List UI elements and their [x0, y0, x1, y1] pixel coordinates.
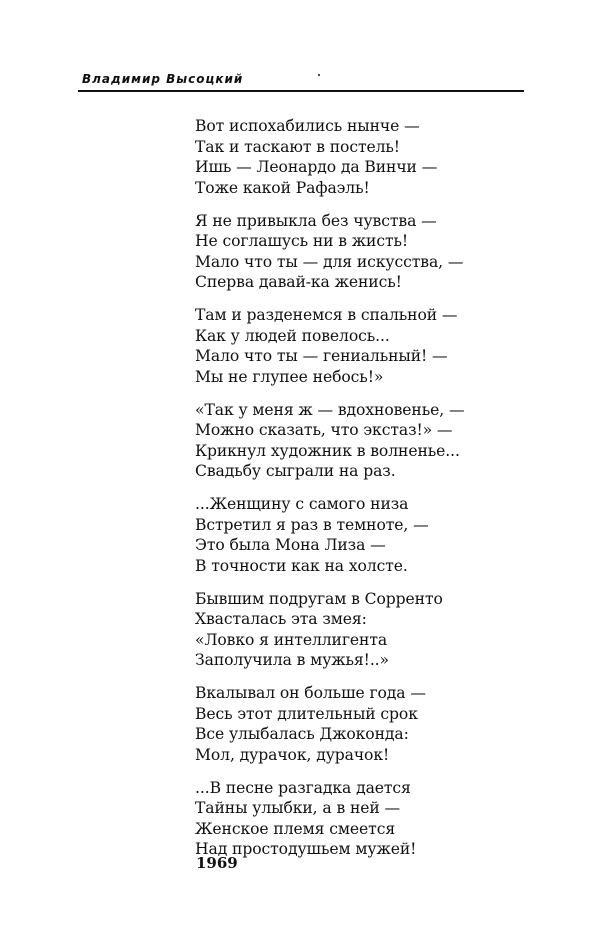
- stanza: [195, 400, 555, 482]
- poem-line: Хвасталась эта змея:: [195, 610, 367, 628]
- poem-line: Там и разденемся в спальной —: [195, 306, 458, 324]
- poem-line: Заполучила в мужья!..»: [195, 651, 389, 669]
- poem-line: Мы не глупее небось!»: [195, 367, 384, 386]
- stanza: [195, 494, 555, 576]
- poem-line: Весь этот длительный срок: [195, 704, 418, 723]
- poem-line: Женское племя смеется: [195, 819, 396, 838]
- poem-line: Все улыбалась Джоконда:: [195, 725, 409, 743]
- header-author: Владимир Высоцкий: [82, 72, 244, 86]
- poem-line: Так и таскают в постель!: [195, 137, 400, 156]
- stanza: [195, 589, 555, 671]
- header-speck: [318, 74, 320, 76]
- poem-line: Можно сказать, что экстаз!» —: [195, 421, 453, 439]
- poem-line: Мало что ты — для искусства, —: [195, 252, 464, 271]
- poem-line: ...Женщину с самого низа: [195, 495, 409, 513]
- stanza: [195, 305, 555, 387]
- poem-line: Встретил я раз в темноте, —: [195, 515, 429, 534]
- poem-line: В точности как на холсте.: [195, 556, 408, 575]
- poem-line: Вот испохабились нынче —: [195, 117, 420, 135]
- poem-line: Вкалывал он больше года —: [195, 684, 426, 702]
- poem-line: Не соглашусь ни в жисть!: [195, 232, 409, 250]
- poem-year: 1969: [196, 854, 238, 872]
- poem-line: Тайны улыбки, а в ней —: [195, 799, 401, 817]
- poem-line: Я не привыкла без чувства —: [195, 211, 437, 230]
- stanza: [195, 211, 555, 293]
- running-header: [78, 70, 524, 92]
- poem-line: Крикнул художник в волненье...: [195, 441, 460, 460]
- poem-line: Свадьбу сыграли на раз.: [195, 462, 396, 480]
- poem-line: ...В песне разгадка дается: [195, 778, 411, 797]
- poem-line: Сперва давай-ка женись!: [195, 273, 402, 291]
- poem-line: Мол, дурачок, дурачок!: [195, 745, 390, 764]
- stanza: [195, 683, 555, 765]
- poem-line: Ишь — Леонардо да Винчи —: [195, 158, 438, 176]
- poem-line: Тоже какой Рафаэль!: [195, 178, 370, 197]
- stanza: [195, 778, 555, 860]
- stanza: [195, 116, 555, 198]
- poem-line: «Так у меня ж — вдохновенье, —: [195, 400, 465, 419]
- poem-line: Как у людей повелось...: [195, 326, 390, 345]
- poem-line: Бывшим подругам в Сорренто: [195, 589, 443, 608]
- poem-line: Над простодушьем мужей!: [195, 840, 417, 858]
- poem-line: Мало что ты — гениальный! —: [195, 347, 448, 365]
- poem-line: Это была Мона Лиза —: [195, 536, 386, 554]
- poem-line: «Ловко я интеллигента: [195, 630, 388, 649]
- poem-body: [195, 116, 555, 872]
